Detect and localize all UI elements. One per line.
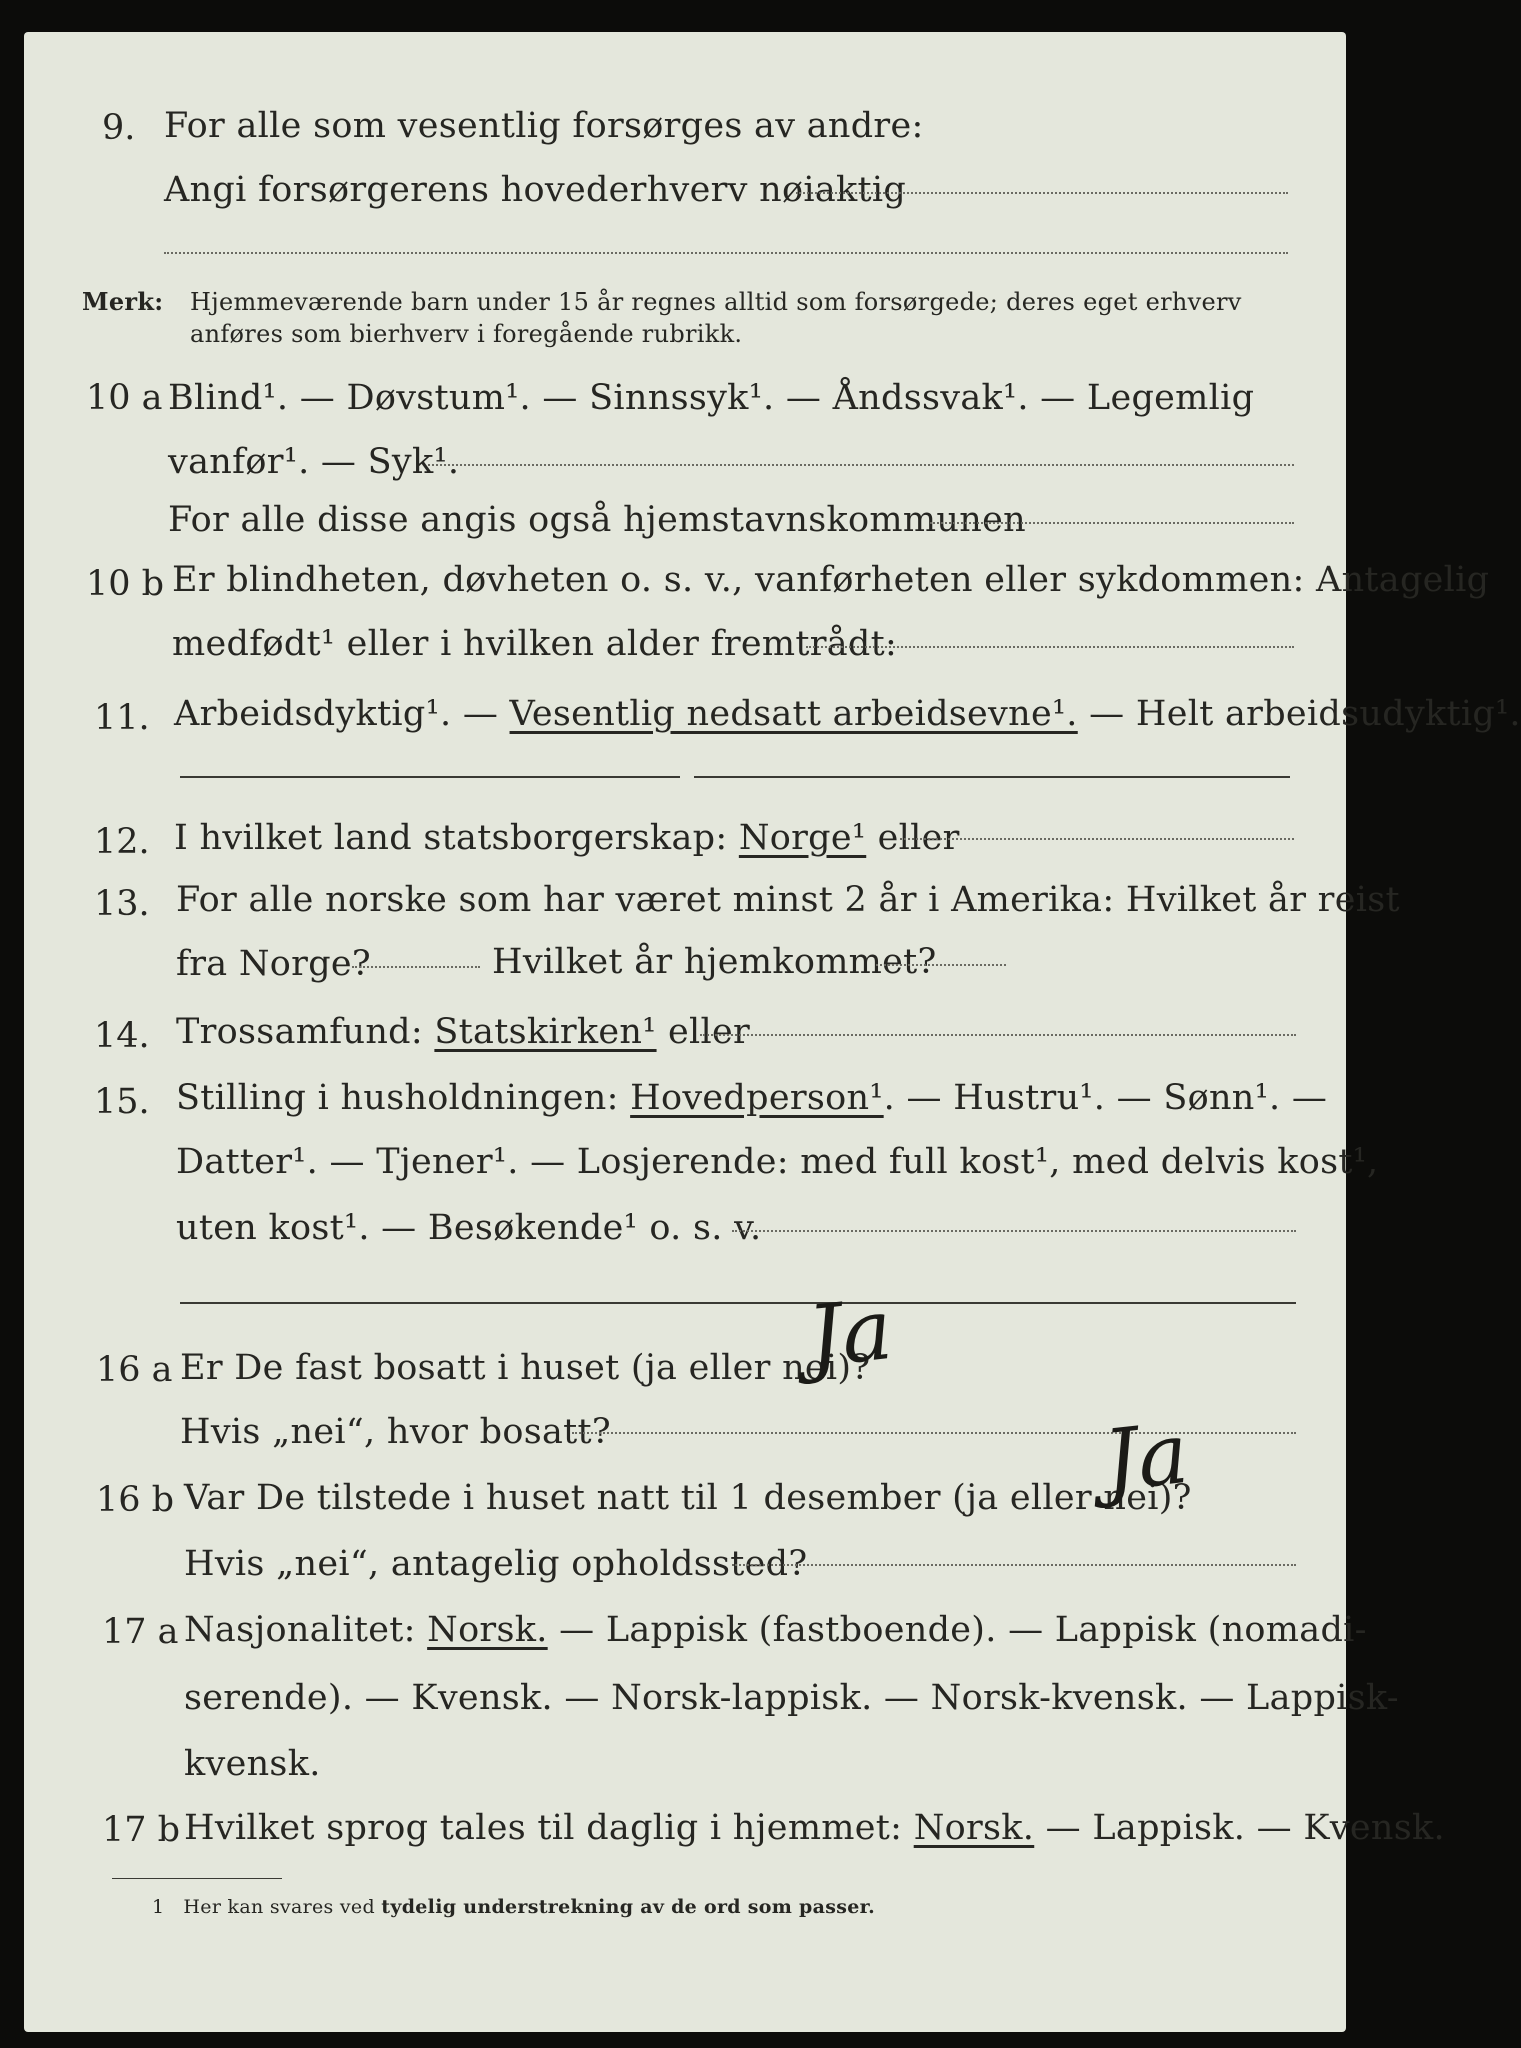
- merk-line2: anføres som bierhverv i foregående rubrikk.: [190, 320, 743, 348]
- q16b-answer-line: [732, 1564, 1296, 1566]
- footnote-mark: 1: [152, 1896, 165, 1918]
- q17a-question: Nasjonalitet:: [184, 1610, 428, 1650]
- q11-answer-rule-2: [694, 776, 1290, 778]
- merk-label: Merk:: [82, 287, 164, 316]
- q14-question: Trossamfund:: [176, 1012, 435, 1052]
- footnote-text: Her kan svares ved: [183, 1896, 382, 1918]
- q9-answer-line: [796, 192, 1288, 194]
- q10a-hjemstavn-line: [930, 522, 1294, 524]
- q9-answer-line-2: [164, 252, 1288, 254]
- q16a-handwritten-answer: Ja: [803, 1279, 897, 1387]
- q16b-line1: Var De tilstede i huset natt til 1 desember (ja eller nei)?: [184, 1478, 1192, 1518]
- q15-line3: uten kost¹. — Besøkende¹ o. s. v.: [176, 1208, 762, 1248]
- q16b-number: 16 b: [96, 1480, 175, 1520]
- q14-text: [176, 1012, 750, 1052]
- q15-line2: Datter¹. — Tjener¹. — Losjerende: med full kost¹, med delvis kost¹,: [176, 1142, 1379, 1182]
- q15-options: . — Hustru¹. — Sønn¹. —: [883, 1078, 1328, 1118]
- q17a-options: — Lappisk (fastboende). — Lappisk (nomadi-: [547, 1610, 1367, 1650]
- q14-answer-line: [700, 1034, 1296, 1036]
- q17a-selected-answer: Norsk.: [427, 1610, 548, 1650]
- footnote: [152, 1894, 875, 1920]
- q11-option-c: — Helt arbeidsudyktig¹.: [1077, 694, 1521, 734]
- q10b-number: 10 b: [86, 564, 165, 604]
- q16a-number: 16 a: [96, 1350, 173, 1390]
- q12-eller: eller: [866, 818, 960, 858]
- footnote-bold-text: tydelig understrekning av de ord som passer.: [381, 1896, 876, 1918]
- q17a-line3: kvensk.: [184, 1744, 321, 1784]
- q13-line2b: Hvilket år hjemkommet?: [492, 942, 937, 982]
- q10b-line2: medfødt¹ eller i hvilken alder fremtrådt:: [172, 624, 898, 664]
- q10a-line3: For alle disse angis også hjemstavnskommunen: [168, 500, 1026, 540]
- q10b-line1: Er blindheten, døvheten o. s. v., vanførheten eller sykdommen: Antagelig: [172, 560, 1490, 600]
- q17b-selected-answer: Norsk.: [913, 1808, 1035, 1848]
- q13-hjemkommet-line: [876, 964, 1006, 966]
- q15-number: 15.: [94, 1082, 150, 1122]
- q17b-question: Hvilket sprog tales til daglig i hjemmet:: [184, 1808, 914, 1848]
- merk-line1: Hjemmeværende barn under 15 år regnes alltid som forsørgede; deres eget erhverv: [190, 288, 1242, 316]
- q9-number: 9.: [102, 108, 136, 148]
- q15-answer-line: [732, 1230, 1296, 1232]
- footnote-divider: [112, 1878, 282, 1879]
- q16a-line1: Er De fast bosatt i huset (ja eller nei)?: [180, 1348, 871, 1388]
- q10a-answer-line: [428, 464, 1294, 466]
- q15-question: Stilling i husholdningen:: [176, 1078, 631, 1118]
- q10a-line1: Blind¹. — Døvstum¹. — Sinnssyk¹. — Åndssvak¹. — Legemlig: [168, 378, 1255, 418]
- census-form-page: [24, 32, 1521, 2032]
- q10a-line2: vanfør¹. — Syk¹.: [168, 442, 460, 482]
- q13-line2a: fra Norge?: [176, 944, 371, 984]
- q9-line2: Angi forsørgerens hovederhverv nøiaktig: [164, 170, 907, 210]
- q11-answer-rule: [180, 776, 680, 778]
- q11-text: [174, 694, 1521, 734]
- q13-line1: For alle norske som har været minst 2 år i Amerika: Hvilket år reist: [176, 880, 1400, 920]
- q15-selected-answer: Hovedperson¹: [630, 1078, 884, 1118]
- q17b-number: 17 b: [102, 1810, 181, 1850]
- q11-number: 11.: [94, 698, 150, 738]
- q11-option-a: Arbeidsdyktig¹. —: [174, 694, 510, 734]
- q16a-answer-line: [572, 1432, 1296, 1434]
- q14-eller: eller: [656, 1012, 751, 1052]
- q12-text: [174, 818, 960, 858]
- q17b-text: [184, 1808, 1445, 1848]
- q12-answer-line: [900, 838, 1294, 840]
- q15-line1: [176, 1078, 1327, 1118]
- q12-selected-answer: Norge¹: [738, 818, 867, 858]
- q12-number: 12.: [94, 822, 150, 862]
- q16b-handwritten-answer: Ja: [1099, 1403, 1193, 1511]
- q11-option-selected: Vesentlig nedsatt arbeidsevne¹.: [509, 694, 1078, 734]
- q17a-number: 17 a: [102, 1612, 179, 1652]
- q16b-line2: Hvis „nei“, antagelig opholdssted?: [184, 1544, 808, 1584]
- q17a-line1: [184, 1610, 1367, 1650]
- q9-line1: For alle som vesentlig forsørges av andre:: [164, 106, 924, 146]
- q10a-number: 10 a: [86, 378, 163, 418]
- q13-reist-line: [352, 966, 480, 968]
- q17a-line2: serende). — Kvensk. — Norsk-lappisk. — Norsk-kvensk. — Lappisk-: [184, 1678, 1399, 1718]
- q13-number: 13.: [94, 884, 150, 924]
- q17b-options: — Lappisk. — Kvensk.: [1034, 1808, 1445, 1848]
- q15-answer-rule: [180, 1302, 1296, 1304]
- q14-number: 14.: [94, 1016, 150, 1056]
- q14-selected-answer: Statskirken¹: [434, 1012, 657, 1052]
- q10b-answer-line: [806, 646, 1294, 648]
- q16a-line2: Hvis „nei“, hvor bosatt?: [180, 1412, 611, 1452]
- q12-question: I hvilket land statsborgerskap:: [174, 818, 739, 858]
